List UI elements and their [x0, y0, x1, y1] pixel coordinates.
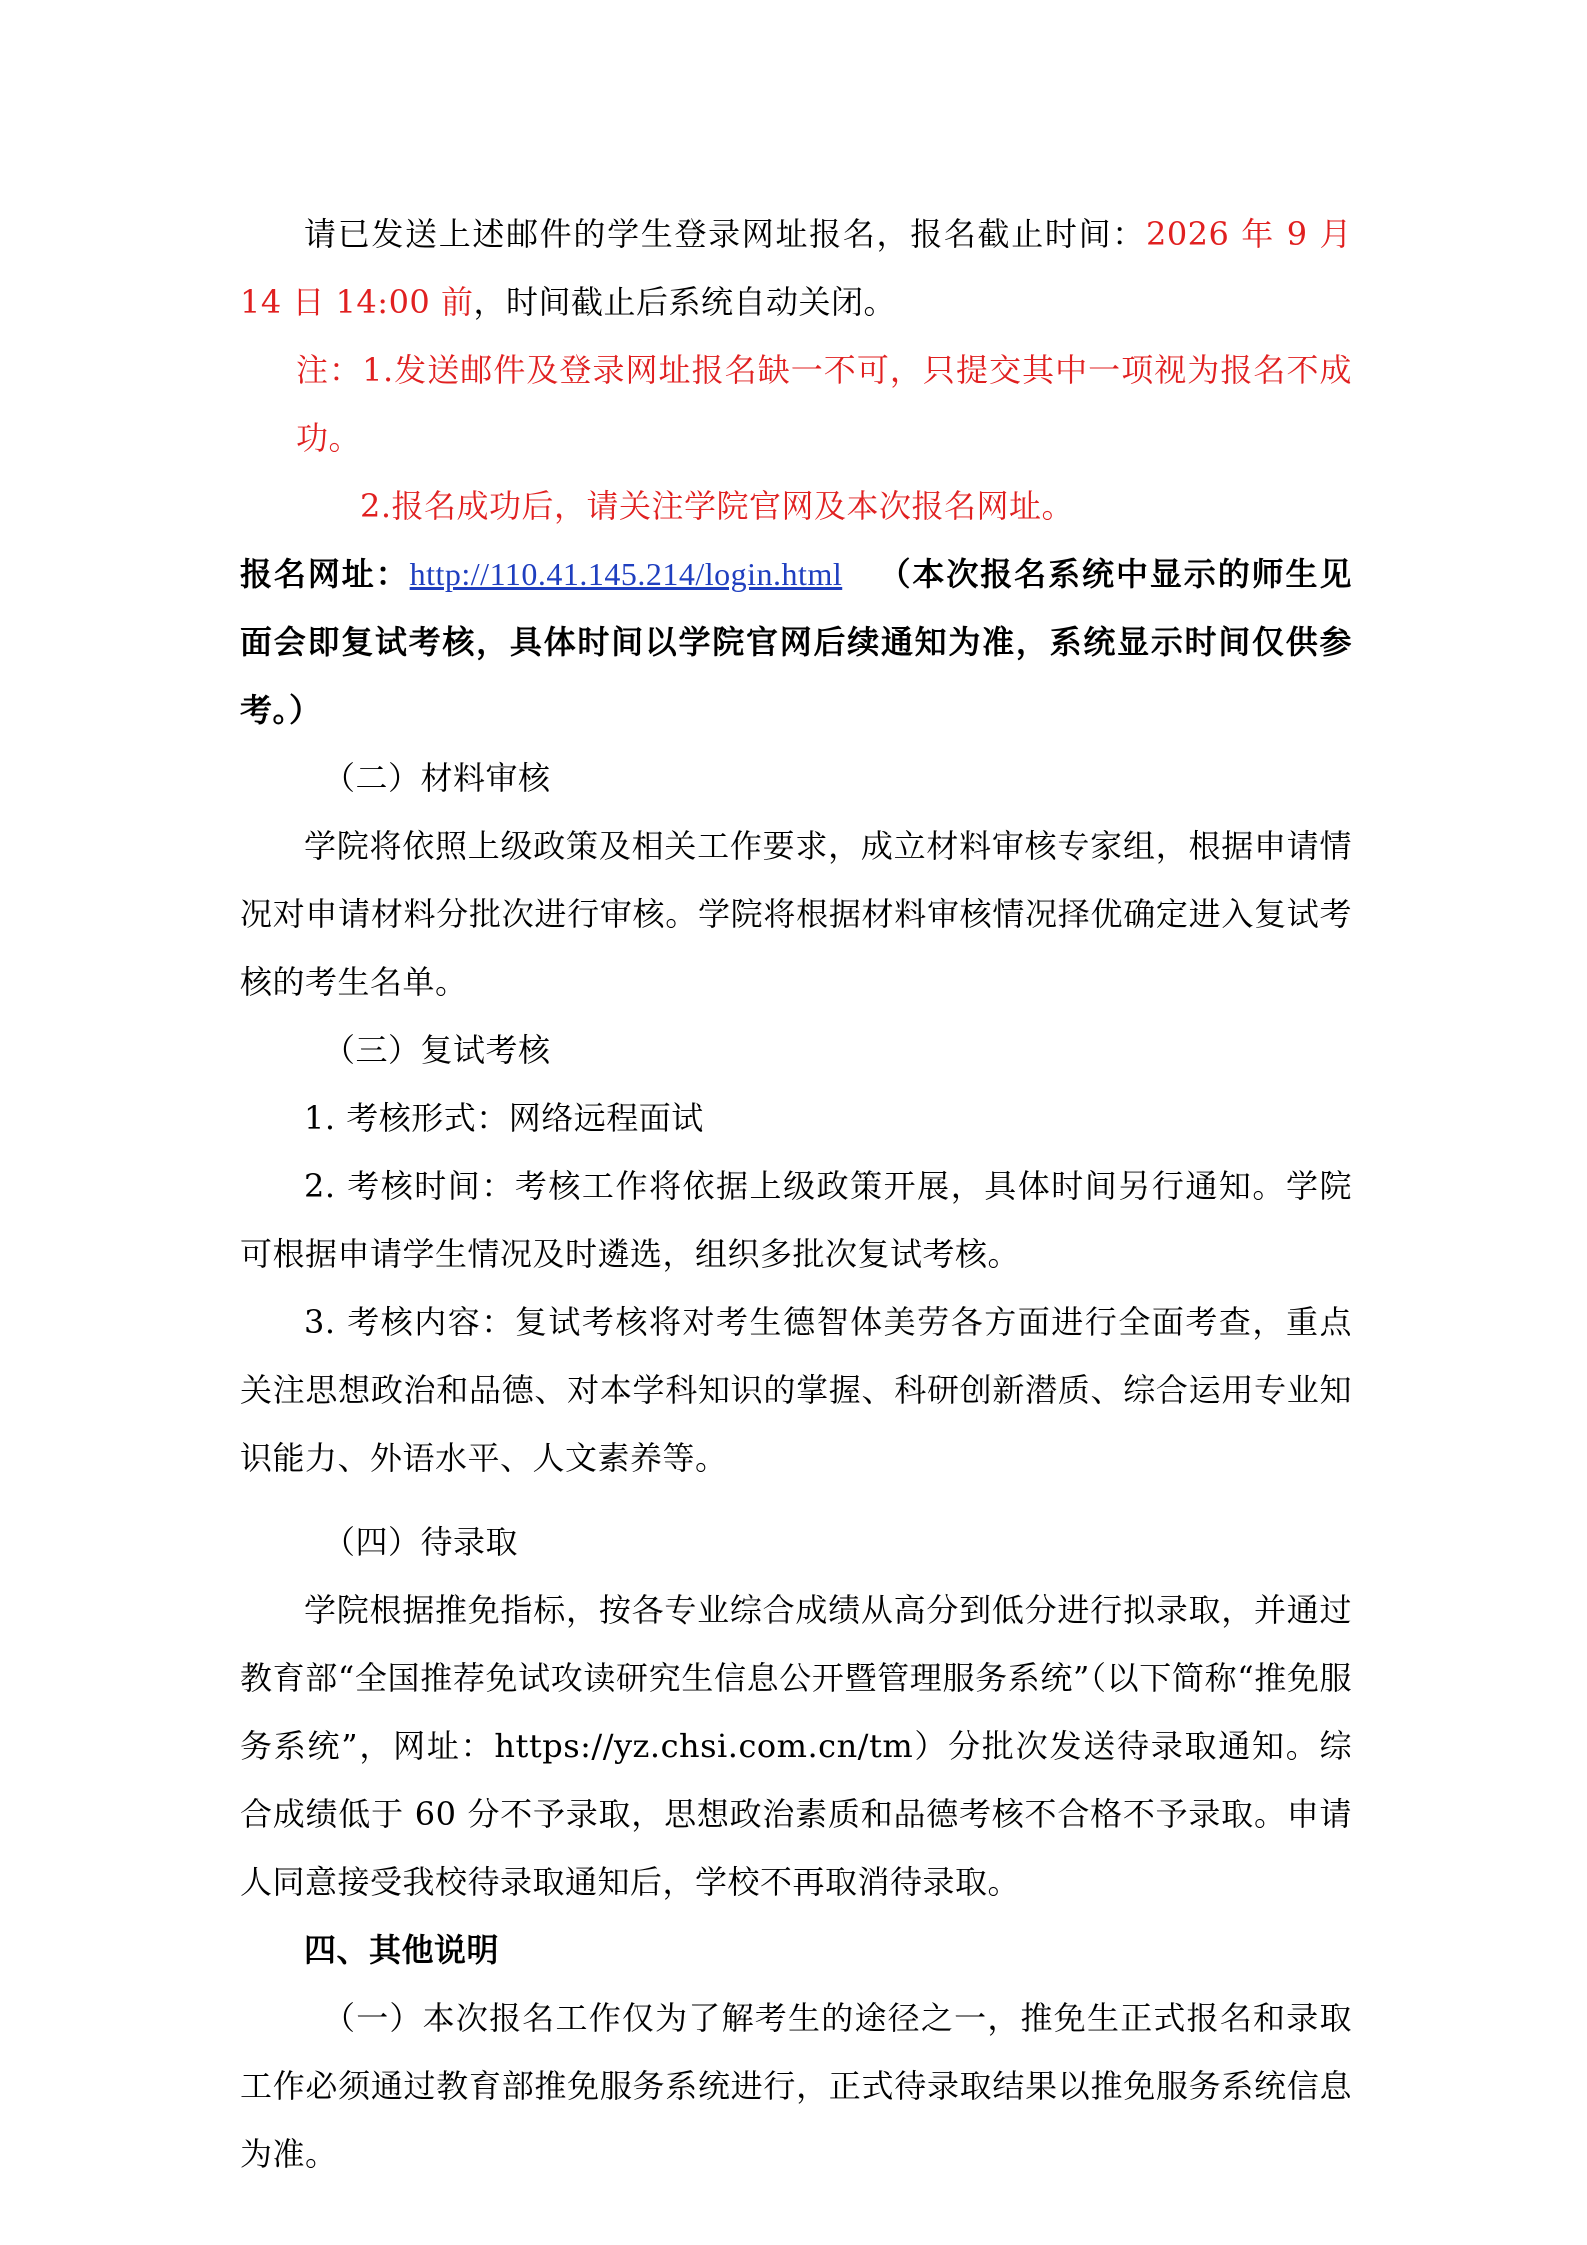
registration-url-link[interactable]: http://110.41.145.214/login.html	[409, 556, 843, 592]
retest-item-1: 1. 考核形式：网络远程面试	[304, 1099, 704, 1137]
other-heading: 四、其他说明	[304, 1931, 500, 1969]
material-review-heading: （二）材料审核	[323, 759, 551, 797]
registration-intro-suffix: ，时间截止后系统自动关闭。	[473, 283, 896, 321]
registration-note-1: 注：1.发送邮件及登录网址报名缺一不可，只提交其中一项视为报名不成功。	[296, 351, 1352, 457]
registration-url-label: 报名网址：	[240, 555, 410, 593]
registration-url-remark: （本次报名系统中显示的师生见面会即复试考核，具体时间以学院官网后续通知为准，系统显示时间仅供参考。）	[240, 555, 1352, 729]
retest-item-2: 2. 考核时间：考核工作将依据上级政策开展，具体时间另行通知。学院可根据申请学生情况及时遴选，组织多批次复试考核。	[240, 1167, 1352, 1273]
registration-note-2: 2.报名成功后，请关注学院官网及本次报名网址。	[360, 487, 1075, 525]
registration-deadline: 2026 年 9 月 14 日 14:00 前	[240, 215, 1352, 321]
retest-item-3: 3. 考核内容：复试考核将对考生德智体美劳各方面进行全面考查，重点关注思想政治和品德、对本学科知识的掌握、科研创新潜质、综合运用专业知识能力、外语水平、人文素养等。	[240, 1303, 1352, 1477]
registration-intro	[240, 200, 1352, 336]
registration-url-paragraph	[240, 540, 1352, 744]
other-item-1: （一）本次报名工作仅为了解考生的途径之一，推免生正式报名和录取工作必须通过教育部推免服务系统进行，正式待录取结果以推免服务系统信息为准。	[240, 1999, 1352, 2173]
document-page	[240, 200, 1352, 2188]
registration-intro-prefix: 请已发送上述邮件的学生登录网址报名，报名截止时间：	[304, 215, 1146, 253]
admission-heading: （四）待录取	[323, 1523, 519, 1561]
material-review-body: 学院将依照上级政策及相关工作要求，成立材料审核专家组，根据申请情况对申请材料分批次进行审核。学院将根据材料审核情况择优确定进入复试考核的考生名单。	[240, 827, 1352, 1001]
admission-body: 学院根据推免指标，按各专业综合成绩从高分到低分进行拟录取，并通过教育部“全国推荐免试攻读研究生信息公开暨管理服务系统”（以下简称“推免服务系统”，网址：https://yz.chsi.com.cn/tm）分批次发送待录取通知。综合成绩低于 60 分不予录取，思想政治素质和品德考核不合格不予录取。申请人同意接受我校待录取通知后，学校不再取消待录取。	[240, 1591, 1352, 1901]
retest-heading: （三）复试考核	[323, 1031, 551, 1069]
